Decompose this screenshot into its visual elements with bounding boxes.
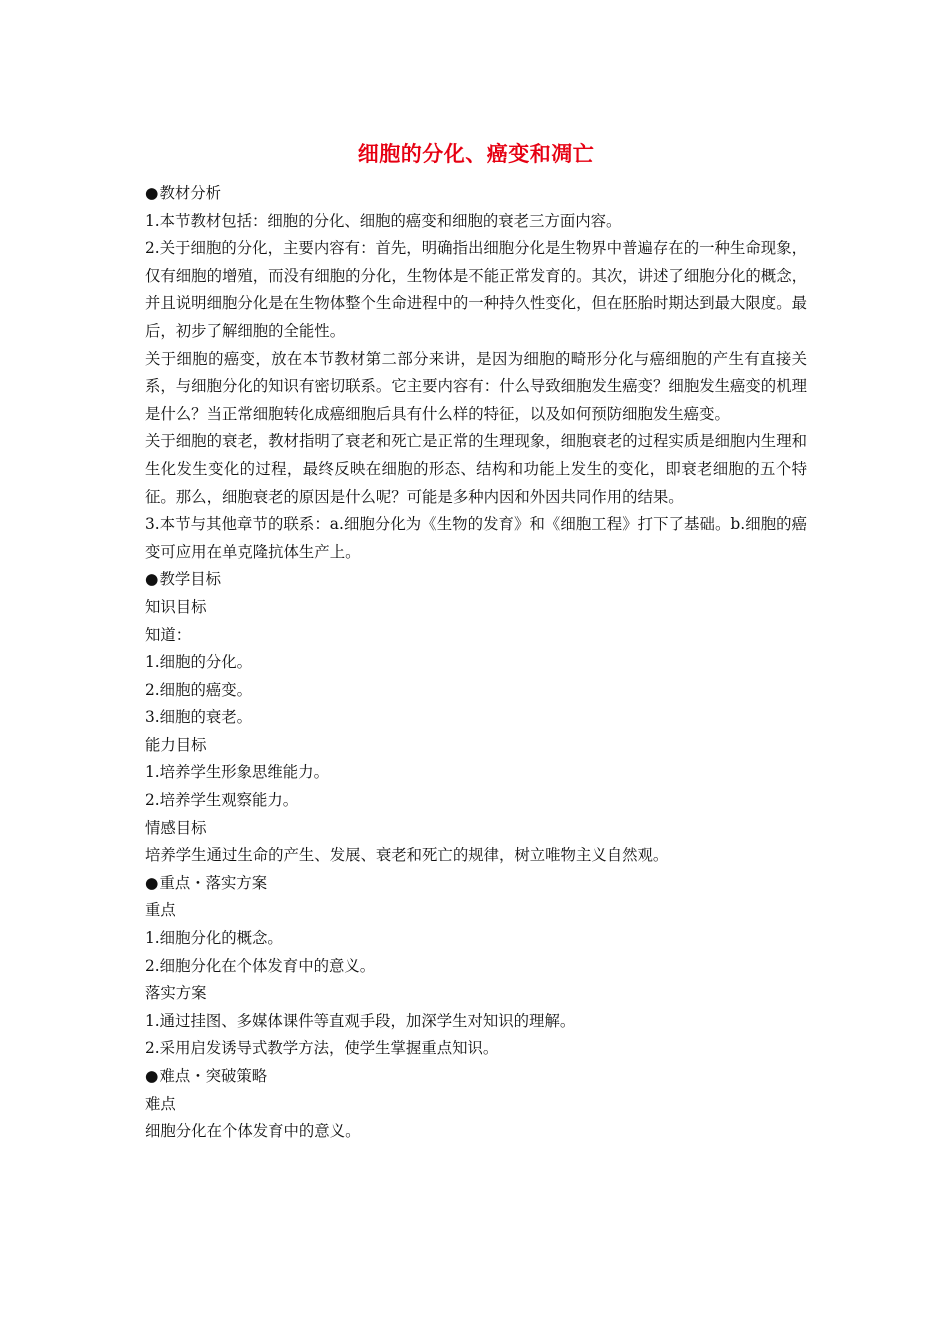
list-item: 2.细胞的癌变。 (145, 680, 253, 699)
document-title: 细胞的分化、癌变和凋亡 (357, 141, 595, 166)
list-item: 1.细胞分化的概念。 (145, 929, 283, 948)
list-item: 1.通过挂图、多媒体课件等直观手段，加深学生对知识的理解。 (145, 1011, 576, 1030)
analysis-paragraph-5: 3.本节与其他章节的联系：a.细胞分化为《生物的发育》和《细胞工程》打下了基础。b.细胞的癌变可应用在单克隆抗体生产上。 (145, 515, 807, 561)
list-item: 2.细胞分化在个体发育中的意义。 (145, 956, 376, 975)
list-item: 1.细胞的分化。 (145, 653, 253, 672)
key-points-subheading: 重点 (145, 901, 176, 920)
emotion-goals-heading: 情感目标 (145, 818, 207, 837)
analysis-paragraph-4: 关于细胞的衰老，教材指明了衰老和死亡是正常的生理现象，细胞衰老的过程实质是细胞内生理和生化发生变化的过程，最终反映在细胞的形态、结构和功能上发生的变化，即衰老细胞的五个特征。那么，细胞衰老的原因是什么呢？可能是多种内因和外因共同作用的结果。 (145, 432, 807, 506)
section-heading-goals: ● 教学目标 (145, 566, 807, 594)
know-label: 知道： (145, 625, 192, 644)
knowledge-goals-heading: 知识目标 (145, 597, 207, 616)
analysis-paragraph-3: 关于细胞的癌变，放在本节教材第二部分来讲，是因为细胞的畸形分化与癌细胞的产生有直接关系，与细胞分化的知识有密切联系。它主要内容有：什么导致细胞发生癌变？细胞发生癌变的机理是什么？当正常细胞转化成癌细胞后具有什么样的特征，以及如何预防细胞发生癌变。 (145, 349, 807, 423)
section-heading-key-points: ● 重点・落实方案 (145, 870, 807, 898)
list-item: 1.培养学生形象思维能力。 (145, 763, 329, 782)
ability-goals-heading: 能力目标 (145, 735, 207, 754)
list-item: 3.细胞的衰老。 (145, 708, 253, 727)
emotion-goals-text: 培养学生通过生命的产生、发展、衰老和死亡的规律，树立唯物主义自然观。 (145, 846, 669, 865)
difficulties-text: 细胞分化在个体发育中的意义。 (145, 1122, 361, 1141)
list-item: 2.培养学生观察能力。 (145, 791, 299, 810)
plan-subheading: 落实方案 (145, 984, 207, 1003)
list-item: 2.采用启发诱导式教学方法，使学生掌握重点知识。 (145, 1039, 499, 1058)
difficulties-subheading: 难点 (145, 1094, 176, 1113)
analysis-paragraph-1: 1.本节教材包括：细胞的分化、细胞的癌变和细胞的衰老三方面内容。 (145, 211, 622, 230)
section-heading-difficulties: ● 难点・突破策略 (145, 1063, 807, 1091)
document-page (145, 140, 807, 1146)
analysis-paragraph-2: 2.关于细胞的分化，主要内容有：首先，明确指出细胞分化是生物界中普遍存在的一种生命现象，仅有细胞的增殖，而没有细胞的分化，生物体是不能正常发育的。其次，讲述了细胞分化的概念，并且说明细胞分化是在生物体整个生命进程中的一种持久性变化，但在胚胎时期达到最大限度。最后，初步了解细胞的全能性。 (145, 239, 807, 340)
section-heading-analysis: ● 教材分析 (145, 180, 807, 208)
